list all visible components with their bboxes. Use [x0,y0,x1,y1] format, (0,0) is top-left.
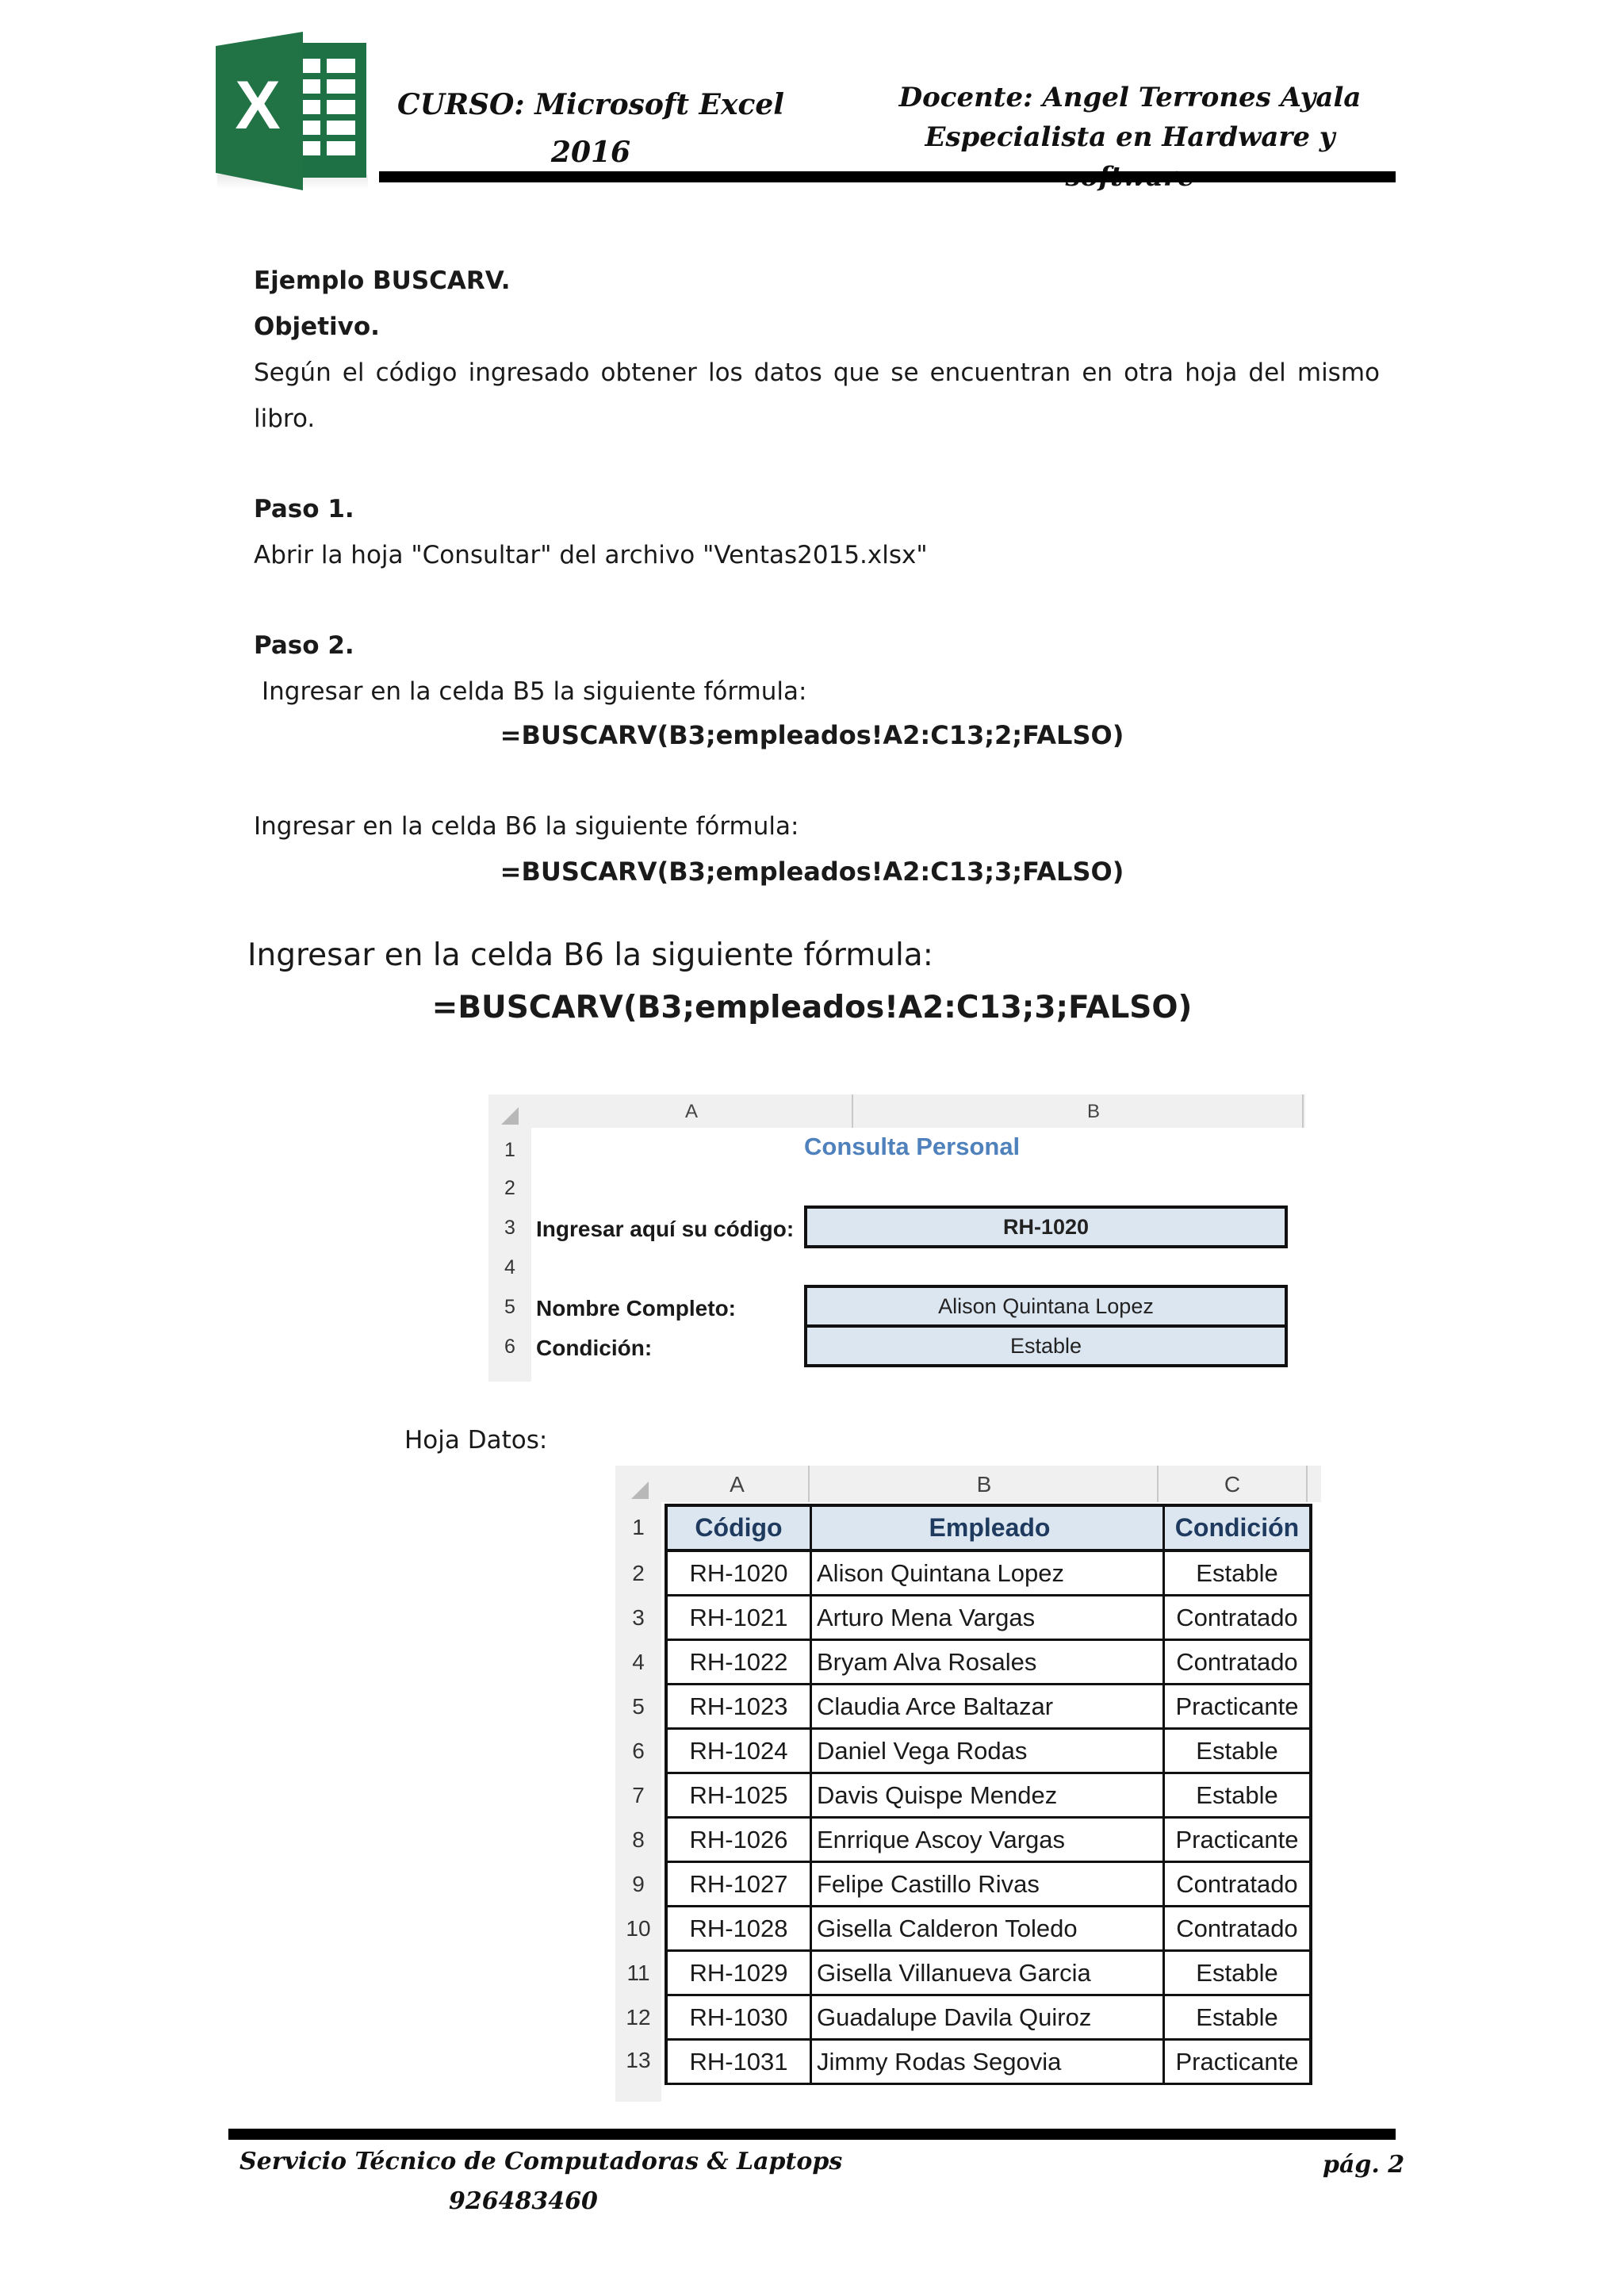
select-all-icon[interactable] [501,1107,519,1125]
course-line-1: CURSO: Microsoft Excel [397,88,784,121]
condition-cell[interactable]: Estable [1164,1995,1312,2040]
page-number: pág. 2 [1323,2151,1405,2179]
condition-cell[interactable]: Practicante [1164,1818,1312,1862]
formula-b: =BUSCARV(B3;empleados!A2:C13;3;FALSO) [500,857,1124,887]
course-title [396,81,785,176]
employee-cell[interactable]: Claudia Arce Baltazar [811,1685,1164,1729]
course-line-2: 2016 [550,136,631,169]
row-number[interactable]: 1 [632,1515,645,1539]
row-number[interactable]: 13 [626,2048,651,2072]
table-header-row [666,1505,1311,1550]
header-cell-condicion[interactable]: Condición [1164,1505,1312,1550]
employee-cell[interactable]: Gisella Calderon Toledo [811,1907,1164,1951]
employee-cell[interactable]: Bryam Alva Rosales [811,1640,1164,1685]
table-row [666,1550,1311,1596]
condition-cell[interactable]: Estable [1164,1951,1312,1995]
name-result-cell[interactable]: Alison Quintana Lopez [804,1285,1288,1328]
code-cell[interactable]: RH-1031 [666,2040,811,2084]
consulta-title: Consulta Personal [804,1133,1021,1160]
row-number[interactable]: 4 [632,1650,645,1674]
name-label: Nombre Completo: [536,1296,736,1320]
condition-cell[interactable]: Contratado [1164,1640,1312,1685]
code-cell[interactable]: RH-1022 [666,1640,811,1685]
employee-cell[interactable]: Daniel Vega Rodas [811,1729,1164,1773]
row-number[interactable]: 4 [504,1256,515,1278]
code-cell[interactable]: RH-1023 [666,1685,811,1729]
condition-cell[interactable]: Practicante [1164,1685,1312,1729]
condition-label: Condición: [536,1336,653,1360]
row-number[interactable]: 2 [632,1561,645,1585]
condition-cell[interactable]: Contratado [1164,1596,1312,1640]
employee-cell[interactable]: Guadalupe Davila Quiroz [811,1995,1164,2040]
row-number[interactable]: 7 [632,1783,645,1807]
code-cell[interactable]: RH-1026 [666,1818,811,1862]
excel-logo [214,32,373,190]
code-cell[interactable]: RH-1024 [666,1729,811,1773]
col-header-b[interactable]: B [976,1472,992,1497]
employee-cell[interactable]: Enrrique Ascoy Vargas [811,1818,1164,1862]
employee-cell[interactable]: Alison Quintana Lopez [811,1550,1164,1596]
table-row [666,1729,1311,1773]
code-cell[interactable]: RH-1025 [666,1773,811,1818]
row-number[interactable]: 3 [504,1217,515,1239]
table-row [666,1596,1311,1640]
table-row [666,1773,1311,1818]
table-row [666,1862,1311,1907]
step2-text-a: Ingresar en la celda B5 la siguiente fórmula: [262,677,807,706]
objective-label: Objetivo. [254,312,380,341]
code-cell[interactable]: RH-1029 [666,1951,811,1995]
big-instruction: Ingresar en la celda B6 la siguiente fórmula: [247,937,933,973]
objective-text-line-1: Según el código ingresado obtener los datos que se encuentran en otra hoja del mismo [254,358,1380,387]
employee-cell[interactable]: Arturo Mena Vargas [811,1596,1164,1640]
condition-cell[interactable]: Contratado [1164,1907,1312,1951]
table-row [666,2040,1311,2084]
condition-cell[interactable]: Estable [1164,1550,1312,1596]
example-title: Ejemplo BUSCARV. [254,266,511,295]
step1-label: Paso 1. [254,495,354,523]
step2-label: Paso 2. [254,631,354,660]
table-row [666,1818,1311,1862]
datos-label: Hoja Datos: [404,1426,548,1455]
code-cell[interactable]: RH-1027 [666,1862,811,1907]
col-header-b[interactable]: B [1086,1101,1100,1122]
col-header-c[interactable]: C [1224,1472,1241,1497]
row-number[interactable]: 6 [504,1336,515,1358]
consulta-sheet [488,1094,1305,1382]
row-number[interactable]: 10 [626,1916,651,1941]
row-number[interactable]: 5 [504,1296,515,1318]
code-input-cell[interactable]: RH-1020 [804,1205,1288,1248]
col-header-a[interactable]: A [730,1472,745,1497]
row-number[interactable]: 2 [504,1177,515,1199]
code-cell[interactable]: RH-1021 [666,1596,811,1640]
employee-cell[interactable]: Gisella Villanueva Garcia [811,1951,1164,1995]
condition-result-cell[interactable]: Estable [804,1324,1288,1367]
row-number[interactable]: 9 [632,1872,645,1896]
row-number[interactable]: 1 [504,1139,515,1161]
employees-table [665,1504,1312,2085]
select-all-icon[interactable] [631,1481,649,1499]
objective-text-line-2: libro. [254,404,316,433]
row-number[interactable]: 11 [626,1961,650,1985]
table-row [666,1907,1311,1951]
excel-logo-letter: X [235,67,281,144]
employee-cell[interactable]: Felipe Castillo Rivas [811,1862,1164,1907]
step2-text-b: Ingresar en la celda B6 la siguiente fórmula: [254,812,799,841]
row-number[interactable]: 6 [632,1738,645,1763]
row-number[interactable]: 5 [632,1694,645,1719]
condition-cell[interactable]: Estable [1164,1773,1312,1818]
code-cell[interactable]: RH-1020 [666,1550,811,1596]
table-row [666,1640,1311,1685]
formula-a: =BUSCARV(B3;empleados!A2:C13;2;FALSO) [500,720,1124,750]
header-cell-codigo[interactable]: Código [666,1505,811,1550]
footer-phone: 926483460 [449,2187,598,2215]
table-row [666,1995,1311,2040]
code-cell[interactable]: RH-1030 [666,1995,811,2040]
step1-text: Abrir la hoja "Consultar" del archivo "Ventas2015.xlsx" [254,541,928,569]
teacher-line-1: Docente: Angel Terrones Ayala [898,82,1362,113]
footer-service: Servicio Técnico de Computadoras & Laptops [239,2148,843,2175]
big-formula: =BUSCARV(B3;empleados!A2:C13;3;FALSO) [431,990,1193,1025]
row-number[interactable]: 8 [632,1827,645,1852]
employee-cell[interactable]: Davis Quispe Mendez [811,1773,1164,1818]
row-number[interactable]: 12 [626,2005,651,2030]
row-number[interactable]: 3 [632,1605,645,1630]
condition-cell[interactable]: Practicante [1164,2040,1312,2084]
teacher-line-2: Especialista en Hardware y [925,121,1335,153]
condition-cell[interactable]: Estable [1164,1729,1312,1773]
code-cell[interactable]: RH-1028 [666,1907,811,1951]
table-row [666,1951,1311,1995]
footer-rule [228,2129,1396,2140]
employee-cell[interactable]: Jimmy Rodas Segovia [811,2040,1164,2084]
code-label: Ingresar aquí su código: [536,1217,795,1241]
header-rule [379,171,1396,182]
col-header-a[interactable]: A [684,1101,698,1122]
condition-cell[interactable]: Contratado [1164,1862,1312,1907]
table-row [666,1685,1311,1729]
header-cell-empleado[interactable]: Empleado [811,1505,1164,1550]
